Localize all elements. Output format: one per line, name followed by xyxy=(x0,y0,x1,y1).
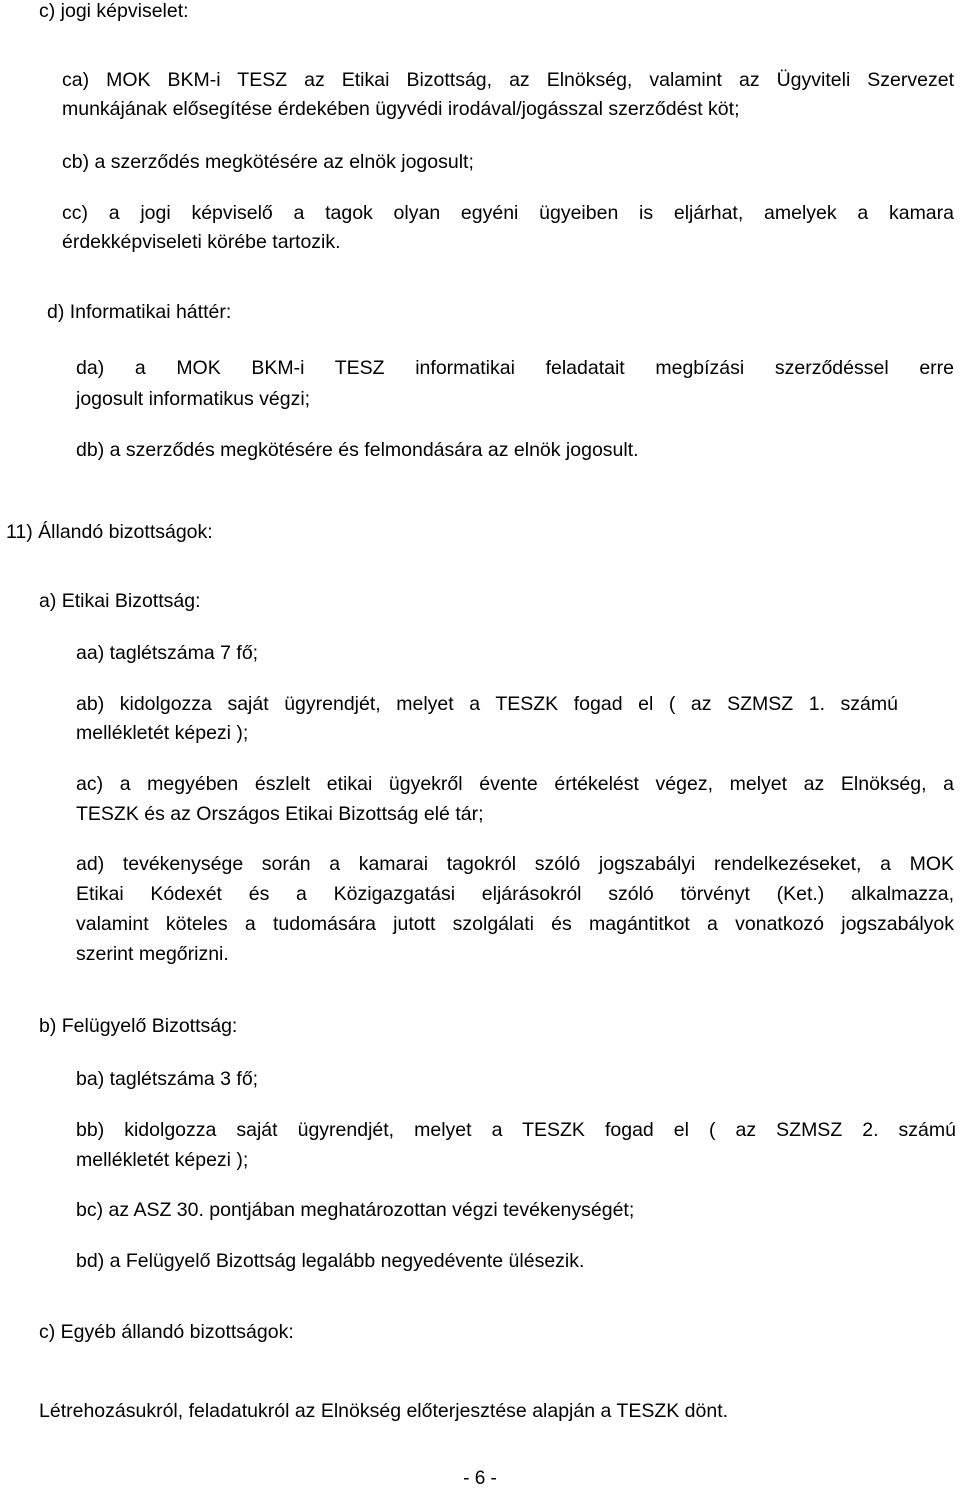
clause-db: db) a szerződés megkötésére és felmondására az elnök jogosult. xyxy=(76,439,639,461)
section-c-heading: c) jogi képviselet: xyxy=(39,0,189,22)
clause-ac-line1: ac) a megyében észlelt etikai ügyekről évente értékelést végez, melyet az Elnökség, a xyxy=(76,773,954,795)
clause-cc-line1: cc) a jogi képviselő a tagok olyan egyéni ügyeiben is eljárhat, amelyek a kamara xyxy=(62,202,954,224)
clause-ba: ba) taglétszáma 3 fő; xyxy=(76,1068,259,1090)
clause-ab-line2: mellékletét képezi ); xyxy=(76,722,249,744)
section-11-heading: 11) Állandó bizottságok: xyxy=(6,521,213,543)
clause-bb-line1: bb) kidolgozza saját ügyrendjét, melyet a TESZK fogad el ( az SZMSZ 2. számú xyxy=(76,1119,956,1141)
closing-sentence: Létrehozásukról, feladatukról az Elnökség előterjesztése alapján a TESZK dönt. xyxy=(39,1400,729,1422)
clause-ab-line1: ab) kidolgozza saját ügyrendjét, melyet a TESZK fogad el ( az SZMSZ 1. számú xyxy=(76,693,898,715)
clause-ac-line2: TESZK és az Országos Etikai Bizottság elé tár; xyxy=(76,803,484,825)
section-a-heading: a) Etikai Bizottság: xyxy=(39,590,201,612)
clause-bb-line2: mellékletét képezi ); xyxy=(76,1149,249,1171)
page-number: - 6 - xyxy=(463,1468,497,1489)
clause-ca-line1: ca) MOK BKM-i TESZ az Etikai Bizottság, az Elnökség, valamint az Ügyviteli Szervezet xyxy=(62,69,954,91)
clause-da-line1: da) a MOK BKM-i TESZ informatikai feladatait megbízási szerződéssel erre xyxy=(76,357,954,379)
section-c2-heading: c) Egyéb állandó bizottságok: xyxy=(39,1321,294,1343)
clause-bc: bc) az ASZ 30. pontjában meghatározottan végzi tevékenységét; xyxy=(76,1199,635,1221)
clause-ad-line1: ad) tevékenysége során a kamarai tagokról szóló jogszabályi rendelkezéseket, a MOK xyxy=(76,853,954,875)
clause-bd: bd) a Felügyelő Bizottság legalább negyedévente ülésezik. xyxy=(76,1250,585,1272)
section-d-heading: d) Informatikai háttér: xyxy=(47,301,232,323)
clause-ad-line3: valamint köteles a tudomására jutott szolgálati és magántitkot a vonatkozó jogszabályok xyxy=(76,913,954,935)
clause-aa: aa) taglétszáma 7 fő; xyxy=(76,642,259,664)
clause-cc-line2: érdekképviseleti körébe tartozik. xyxy=(62,231,341,253)
clause-ad-line2: Etikai Kódexét és a Közigazgatási eljárásokról szóló törvényt (Ket.) alkalmazza, xyxy=(76,883,954,905)
clause-ad-line4: szerint megőrizni. xyxy=(76,943,229,965)
clause-cb: cb) a szerződés megkötésére az elnök jogosult; xyxy=(62,151,474,173)
section-b-heading: b) Felügyelő Bizottság: xyxy=(39,1015,238,1037)
clause-ca-line2: munkájának elősegítése érdekében ügyvédi irodával/jogásszal szerződést köt; xyxy=(62,98,740,120)
clause-da-line2: jogosult informatikus végzi; xyxy=(76,388,311,410)
